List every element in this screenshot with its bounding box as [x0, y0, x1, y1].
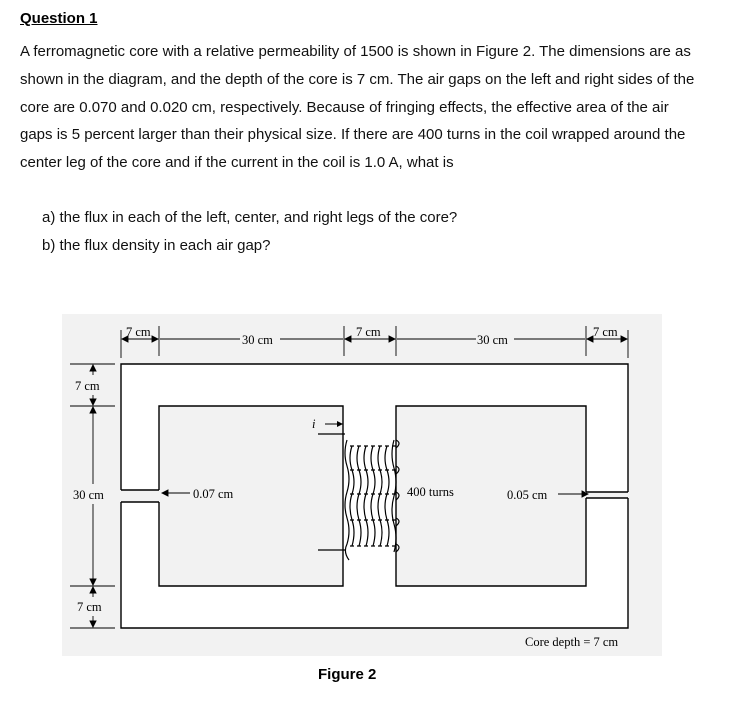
current-label: i	[312, 417, 316, 431]
question-body: A ferromagnetic core with a relative permeability of 1500 is shown in Figure 2. The dimensions are as shown in the diagram, and the depth of the core is 7 cm. The air gaps on the left and right sides of the core are 0.070 and 0.020 cm, respectively. Because of fringing effects, the effective area of the air gaps is 5 percent larger than their physical size. If there are 400 turns in the coil wrapped around the center leg of the core and if the current in the coil is 1.0 A, what is	[20, 43, 695, 172]
coil-turns-label: 400 turns	[407, 485, 454, 499]
core-depth-label: Core depth = 7 cm	[525, 635, 619, 649]
part-marker: a)	[42, 209, 56, 226]
dim-top-center-leg: 7 cm	[356, 325, 381, 339]
dim-top-left-window: 30 cm	[242, 333, 273, 347]
dim-top-right-window: 30 cm	[477, 333, 508, 347]
dim-left-top-leg: 7 cm	[75, 379, 100, 393]
dim-left-window: 30 cm	[73, 488, 104, 502]
dim-left-bottom-leg: 7 cm	[77, 600, 102, 614]
part-text: the flux density in each air gap?	[59, 237, 271, 254]
part-marker: b)	[42, 237, 56, 254]
left-air-gap	[120, 490, 160, 502]
dim-top-right-leg: 7 cm	[593, 325, 618, 339]
dim-top-left-leg: 7 cm	[126, 325, 151, 339]
right-gap-label: 0.05 cm	[507, 488, 548, 502]
question-title: Question 1	[20, 10, 98, 27]
part-text: the flux in each of the left, center, and right legs of the core?	[59, 209, 458, 226]
figure-caption: Figure 2	[318, 666, 377, 683]
right-air-gap	[585, 492, 629, 498]
left-gap-label: 0.07 cm	[193, 487, 234, 501]
